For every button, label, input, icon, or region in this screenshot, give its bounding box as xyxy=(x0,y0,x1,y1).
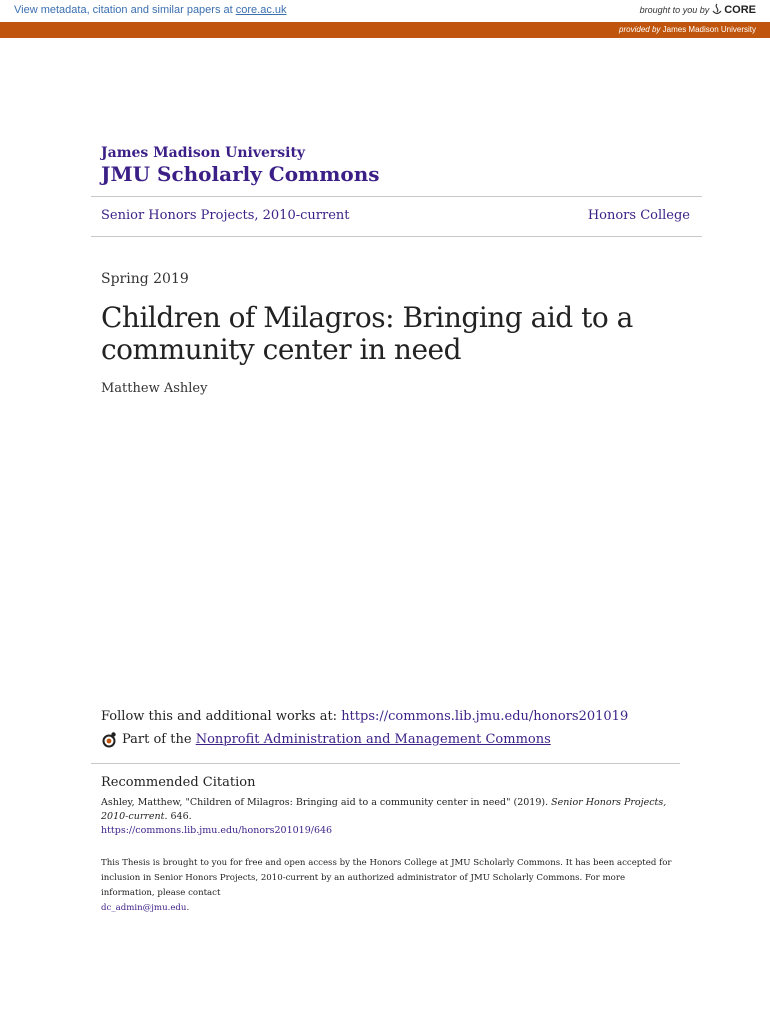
core-metadata-link[interactable] xyxy=(14,4,287,16)
core-logo-icon xyxy=(712,3,722,16)
network-icon xyxy=(101,731,118,748)
commons-discipline-link[interactable]: Nonprofit Administration and Management Commons xyxy=(195,732,551,747)
citation-block xyxy=(101,796,691,838)
department-link[interactable]: Honors College xyxy=(587,208,690,223)
brought-by-text: brought to you by xyxy=(639,4,710,15)
publication-date: Spring 2019 xyxy=(101,271,189,287)
core-brought-by xyxy=(640,3,756,16)
citation-text: Ashley, Matthew, "Children of Milagros: Bringing aid to a community center in need" (2019). xyxy=(101,797,552,808)
series-divider xyxy=(91,236,702,237)
core-provided-bar xyxy=(0,22,770,38)
document-author: Matthew Ashley xyxy=(101,381,208,396)
core-link-text[interactable]: core.ac.uk xyxy=(235,4,287,16)
core-provided-by xyxy=(619,25,756,34)
provided-by-institution: James Madison University xyxy=(662,25,756,34)
part-of-line xyxy=(101,731,551,748)
core-logo[interactable] xyxy=(712,3,756,16)
citation-divider xyxy=(91,763,680,764)
university-name[interactable]: James Madison University xyxy=(101,145,306,161)
series-collection-link[interactable]: Senior Honors Projects, 2010-current xyxy=(101,208,350,223)
follow-works-line xyxy=(101,709,628,724)
follow-prefix: Follow this and additional works at: xyxy=(101,709,342,724)
follow-url-link[interactable]: https://commons.lib.jmu.edu/honors201019 xyxy=(341,709,629,724)
access-notice xyxy=(101,856,681,916)
top-divider xyxy=(91,196,702,197)
core-link-prefix: View metadata, citation and similar papers at xyxy=(14,4,236,16)
part-of-prefix: Part of the xyxy=(122,732,196,747)
contact-email-link[interactable]: dc_admin@jmu.edu xyxy=(101,903,187,913)
repository-name[interactable]: JMU Scholarly Commons xyxy=(101,162,380,186)
core-logo-text: CORE xyxy=(724,3,756,16)
citation-journal: Senior Honors Projects, 2010-current xyxy=(101,797,667,822)
provided-by-prefix: provided by xyxy=(619,25,661,34)
notice-end: . xyxy=(186,903,190,913)
citation-heading: Recommended Citation xyxy=(101,775,256,790)
core-banner xyxy=(0,0,770,22)
notice-text: This Thesis is brought to you for free and open access by the Honors College at JMU Scholarly Commons. It has been accepted for inclusion in Senior Honors Projects, 2010-current by an authorized administrator of JMU Scholarly Commons. For more information, please contact xyxy=(101,858,672,898)
citation-number: . 646. xyxy=(164,811,192,822)
citation-url-link[interactable]: https://commons.lib.jmu.edu/honors201019/646 xyxy=(101,825,333,836)
document-title: Children of Milagros: Bringing aid to a community center in need xyxy=(101,301,633,366)
